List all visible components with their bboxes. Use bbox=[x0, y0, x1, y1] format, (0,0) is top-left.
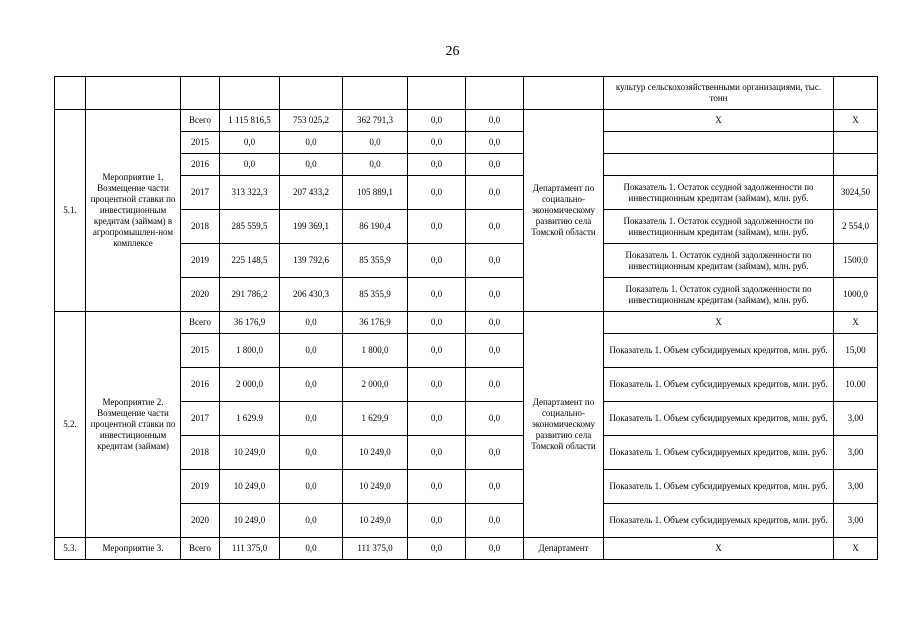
indicator-cell: Показатель 1. Объем субсидируемых кредитов, млн. руб. bbox=[604, 504, 834, 538]
year-cell: 2019 bbox=[181, 244, 220, 278]
year-cell: 2018 bbox=[181, 436, 220, 470]
indicator-value-cell: 2 554,0 bbox=[834, 210, 878, 244]
federal-cell: 753 025,2 bbox=[280, 110, 343, 132]
federal-cell: 139 792,6 bbox=[280, 244, 343, 278]
extrabudget-cell: 0,0 bbox=[466, 402, 524, 436]
total-cell: 291 786,2 bbox=[220, 278, 280, 312]
federal-cell: 0,0 bbox=[280, 368, 343, 402]
local-cell: 0,0 bbox=[408, 278, 466, 312]
local-cell: 0,0 bbox=[408, 504, 466, 538]
federal-cell: 199 369,1 bbox=[280, 210, 343, 244]
regional-cell: 1 629,9 bbox=[343, 402, 408, 436]
federal-cell: 0,0 bbox=[280, 334, 343, 368]
indicator-value-cell: 10.00 bbox=[834, 368, 878, 402]
year-cell: 2020 bbox=[181, 278, 220, 312]
measure-name: Мероприятие 2. Возмещение части процентной ставки по инвестиционным кредитам (займам) bbox=[86, 312, 181, 538]
measure-number: 5.3. bbox=[55, 538, 86, 560]
indicator-cell: Показатель 1. Остаток ссудной задолженности по инвестиционным кредитам (займам), млн. руб. bbox=[604, 210, 834, 244]
measure-number: 5.1. bbox=[55, 110, 86, 312]
regional-cell: 111 375,0 bbox=[343, 538, 408, 560]
table-row bbox=[55, 312, 878, 334]
empty-cell bbox=[86, 77, 181, 110]
total-cell: 0,0 bbox=[220, 132, 280, 154]
regional-cell: 10 249,0 bbox=[343, 470, 408, 504]
total-cell: 10 249,0 bbox=[220, 436, 280, 470]
indicator-cell: Показатель 1. Остаток ссудной задолженности по инвестиционным кредитам (займам), млн. руб. bbox=[604, 176, 834, 210]
total-cell: 225 148,5 bbox=[220, 244, 280, 278]
empty-cell bbox=[55, 77, 86, 110]
year-cell: Всего bbox=[181, 110, 220, 132]
measure-name: Мероприятие 3. bbox=[86, 538, 181, 560]
federal-cell: 207 433,2 bbox=[280, 176, 343, 210]
regional-cell: 0,0 bbox=[343, 154, 408, 176]
regional-cell: 2 000,0 bbox=[343, 368, 408, 402]
extrabudget-cell: 0,0 bbox=[466, 244, 524, 278]
table-row bbox=[55, 110, 878, 132]
extrabudget-cell: 0,0 bbox=[466, 154, 524, 176]
federal-cell: 0,0 bbox=[280, 154, 343, 176]
indicator-cell: Показатель 1. Объем субсидируемых кредитов, млн. руб. bbox=[604, 436, 834, 470]
indicator-value-cell: Х bbox=[834, 538, 878, 560]
indicator-value-cell: 3,00 bbox=[834, 436, 878, 470]
empty-cell bbox=[408, 77, 466, 110]
empty-cell bbox=[834, 77, 878, 110]
year-cell: 2016 bbox=[181, 154, 220, 176]
local-cell: 0,0 bbox=[408, 402, 466, 436]
local-cell: 0,0 bbox=[408, 244, 466, 278]
regional-cell: 0,0 bbox=[343, 132, 408, 154]
extrabudget-cell: 0,0 bbox=[466, 278, 524, 312]
indicator-cell: Показатель 1. Объем субсидируемых кредитов, млн. руб. bbox=[604, 334, 834, 368]
total-cell: 313 322,3 bbox=[220, 176, 280, 210]
extrabudget-cell: 0,0 bbox=[466, 334, 524, 368]
indicator-value-cell: 15,00 bbox=[834, 334, 878, 368]
regional-cell: 86 190,4 bbox=[343, 210, 408, 244]
indicator-value-cell: 3024,50 bbox=[834, 176, 878, 210]
extrabudget-cell: 0,0 bbox=[466, 210, 524, 244]
empty-cell bbox=[343, 77, 408, 110]
department-cell: Департамент по социально-экономическому развитию села Томской области bbox=[524, 312, 604, 538]
year-cell: 2015 bbox=[181, 334, 220, 368]
indicator-cell bbox=[604, 154, 834, 176]
indicator-cell: Показатель 1. Остаток судной задолженности по инвестиционным кредитам (займам), млн. руб. bbox=[604, 278, 834, 312]
total-cell: 285 559,5 bbox=[220, 210, 280, 244]
extrabudget-cell: 0,0 bbox=[466, 176, 524, 210]
year-cell: 2019 bbox=[181, 470, 220, 504]
indicator-value-cell: Х bbox=[834, 312, 878, 334]
local-cell: 0,0 bbox=[408, 368, 466, 402]
indicator-value-cell: 1500,0 bbox=[834, 244, 878, 278]
federal-cell: 0,0 bbox=[280, 504, 343, 538]
federal-cell: 0,0 bbox=[280, 436, 343, 470]
local-cell: 0,0 bbox=[408, 132, 466, 154]
department-cell: Департамент по социально-экономическому развитию села Томской области bbox=[524, 110, 604, 312]
total-cell: 10 249,0 bbox=[220, 470, 280, 504]
indicator-value-cell: Х bbox=[834, 110, 878, 132]
year-cell: 2018 bbox=[181, 210, 220, 244]
year-cell: 2016 bbox=[181, 368, 220, 402]
year-cell: Всего bbox=[181, 538, 220, 560]
total-cell: 0,0 bbox=[220, 154, 280, 176]
year-cell: 2017 bbox=[181, 402, 220, 436]
indicator-value-cell: 3,00 bbox=[834, 470, 878, 504]
total-cell: 10 249,0 bbox=[220, 504, 280, 538]
total-cell: 111 375,0 bbox=[220, 538, 280, 560]
indicator-cell: Показатель 1. Объем субсидируемых кредитов, млн. руб. bbox=[604, 368, 834, 402]
page-number: 26 bbox=[445, 44, 460, 59]
regional-cell: 362 791,3 bbox=[343, 110, 408, 132]
extrabudget-cell: 0,0 bbox=[466, 470, 524, 504]
indicator-cell: Х bbox=[604, 110, 834, 132]
table-row bbox=[55, 538, 878, 560]
local-cell: 0,0 bbox=[408, 312, 466, 334]
empty-cell bbox=[280, 77, 343, 110]
empty-cell bbox=[524, 77, 604, 110]
measure-name: Мероприятие 1. Возмещение части процентной ставки по инвестиционным кредитам (займам) в агропромышлен-ном комплексе bbox=[86, 110, 181, 312]
indicator-value-cell bbox=[834, 154, 878, 176]
total-cell: 2 000,0 bbox=[220, 368, 280, 402]
federal-cell: 0,0 bbox=[280, 538, 343, 560]
total-cell: 1 115 816,5 bbox=[220, 110, 280, 132]
local-cell: 0,0 bbox=[408, 470, 466, 504]
year-cell: 2015 bbox=[181, 132, 220, 154]
total-cell: 1 800,0 bbox=[220, 334, 280, 368]
indicator-cell: культур сельскохозяйственными организациями, тыс. тонн bbox=[604, 77, 834, 110]
federal-cell: 0,0 bbox=[280, 402, 343, 436]
indicator-value-cell bbox=[834, 132, 878, 154]
year-cell: Всего bbox=[181, 312, 220, 334]
federal-cell: 0,0 bbox=[280, 132, 343, 154]
federal-cell: 206 430,3 bbox=[280, 278, 343, 312]
extrabudget-cell: 0,0 bbox=[466, 504, 524, 538]
federal-cell: 0,0 bbox=[280, 312, 343, 334]
continuation-row bbox=[55, 77, 878, 110]
indicator-cell: Х bbox=[604, 312, 834, 334]
extrabudget-cell: 0,0 bbox=[466, 436, 524, 470]
total-cell: 36 176,9 bbox=[220, 312, 280, 334]
regional-cell: 10 249,0 bbox=[343, 436, 408, 470]
extrabudget-cell: 0,0 bbox=[466, 368, 524, 402]
indicator-cell: Показатель 1. Остаток судной задолженности по инвестиционным кредитам (займам), млн. руб. bbox=[604, 244, 834, 278]
regional-cell: 105 889,1 bbox=[343, 176, 408, 210]
measure-number: 5.2. bbox=[55, 312, 86, 538]
local-cell: 0,0 bbox=[408, 334, 466, 368]
regional-cell: 85 355,9 bbox=[343, 278, 408, 312]
empty-cell bbox=[466, 77, 524, 110]
local-cell: 0,0 bbox=[408, 436, 466, 470]
department-cell: Департамент bbox=[524, 538, 604, 560]
local-cell: 0,0 bbox=[408, 538, 466, 560]
federal-cell: 0,0 bbox=[280, 470, 343, 504]
extrabudget-cell: 0,0 bbox=[466, 312, 524, 334]
extrabudget-cell: 0,0 bbox=[466, 132, 524, 154]
indicator-value-cell: 3,00 bbox=[834, 402, 878, 436]
extrabudget-cell: 0,0 bbox=[466, 110, 524, 132]
empty-cell bbox=[220, 77, 280, 110]
regional-cell: 1 800,0 bbox=[343, 334, 408, 368]
local-cell: 0,0 bbox=[408, 176, 466, 210]
program-table bbox=[54, 76, 878, 560]
regional-cell: 36 176,9 bbox=[343, 312, 408, 334]
total-cell: 1 629.9 bbox=[220, 402, 280, 436]
indicator-cell bbox=[604, 132, 834, 154]
regional-cell: 10 249,0 bbox=[343, 504, 408, 538]
extrabudget-cell: 0,0 bbox=[466, 538, 524, 560]
indicator-cell: Х bbox=[604, 538, 834, 560]
indicator-value-cell: 3,00 bbox=[834, 504, 878, 538]
local-cell: 0,0 bbox=[408, 154, 466, 176]
local-cell: 0,0 bbox=[408, 210, 466, 244]
empty-cell bbox=[181, 77, 220, 110]
year-cell: 2020 bbox=[181, 504, 220, 538]
indicator-value-cell: 1000,0 bbox=[834, 278, 878, 312]
local-cell: 0,0 bbox=[408, 110, 466, 132]
year-cell: 2017 bbox=[181, 176, 220, 210]
indicator-cell: Показатель 1. Объем субсидируемых кредитов, млн. руб. bbox=[604, 470, 834, 504]
indicator-cell: Показатель 1. Объем субсидируемых кредитов, млн. руб. bbox=[604, 402, 834, 436]
regional-cell: 85 355,9 bbox=[343, 244, 408, 278]
